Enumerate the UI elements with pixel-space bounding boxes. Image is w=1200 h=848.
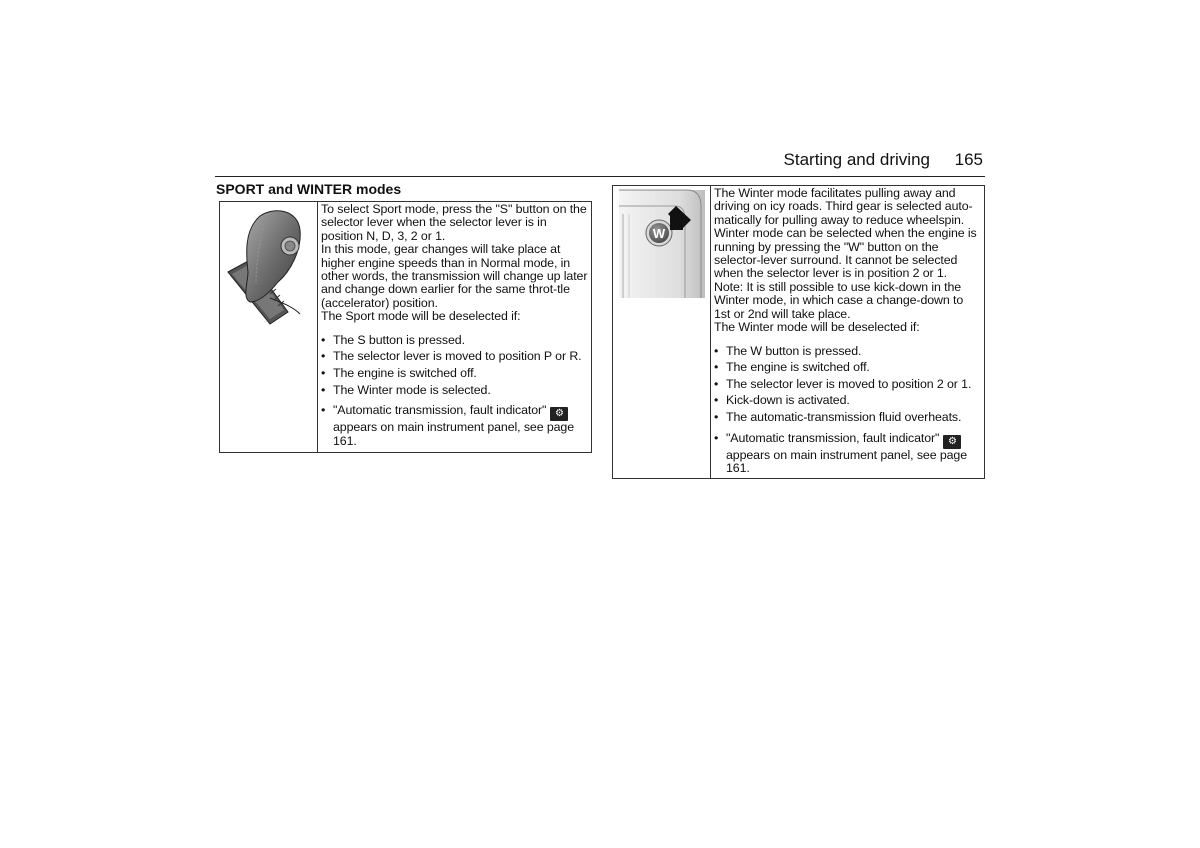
sport-text: [321, 203, 588, 448]
sport-deselect-list: [321, 334, 588, 397]
winter-mode-box: [612, 185, 985, 479]
list-item: • The selector lever is moved to position 2 or 1.: [714, 378, 981, 391]
list-item: • The Winter mode is selected.: [321, 384, 588, 397]
list-item: • The automatic-transmission fluid overheats.: [714, 411, 981, 424]
sport-para-1: To select Sport mode, press the "S" button on the selector lever when the selector lever is in position N, D, 3, 2 or 1.: [321, 202, 587, 243]
list-item: • The engine is switched off.: [321, 367, 588, 380]
sport-para-2: In this mode, gear changes will take place at higher engine speeds than in Normal mode, in other words, the transmission will change up later and change down earlier for the same throt-tle (accelerator) position.: [321, 242, 588, 310]
sport-para-3: The Sport mode will be deselected if:: [321, 309, 521, 324]
list-item: • The S button is pressed.: [321, 334, 588, 347]
winter-para-1: The Winter mode facilitates pulling away and driving on icy roads. Third gear is selected auto-matically for pulling away to reduce wheelspin.: [714, 186, 973, 227]
list-item-fault: • "Automatic transmission, fault indicator" ⚙ appears on main instrument panel, see page 161.: [714, 432, 981, 476]
list-item: • The engine is switched off.: [714, 361, 981, 374]
list-item-fault: • "Automatic transmission, fault indicator" ⚙ appears on main instrument panel, see page 161.: [321, 404, 588, 448]
winter-text: [714, 187, 981, 475]
page-title: SPORT and WINTER modes: [216, 181, 402, 197]
winter-para-4: The Winter mode will be deselected if:: [714, 320, 920, 335]
list-item: • The W button is pressed.: [714, 345, 981, 358]
transmission-fault-icon: ⚙: [943, 435, 961, 449]
sport-figure: [220, 202, 318, 452]
winter-figure: [613, 186, 711, 478]
winter-button-icon: [613, 186, 709, 301]
list-item: • Kick-down is activated.: [714, 394, 981, 407]
running-header: [215, 150, 985, 177]
winter-button-letter: W: [652, 226, 666, 241]
winter-para-3: Note: It is still possible to use kick-down in the Winter mode, in which case a change-down to 1st or 2nd will take place.: [714, 279, 964, 321]
winter-deselect-list: [714, 345, 981, 425]
section-title: Starting and driving: [783, 150, 930, 169]
sport-mode-box: [219, 201, 592, 453]
winter-para-2: Winter mode can be selected when the engine is running by pressing the "W" button on the selector-lever surround. It cannot be selected when the selector lever is in position 2 or 1.: [714, 226, 977, 281]
list-item: • The selector lever is moved to position P or R.: [321, 350, 588, 363]
page-number: 165: [954, 150, 983, 169]
transmission-fault-icon: ⚙: [550, 407, 568, 421]
gear-lever-icon: [220, 202, 316, 327]
